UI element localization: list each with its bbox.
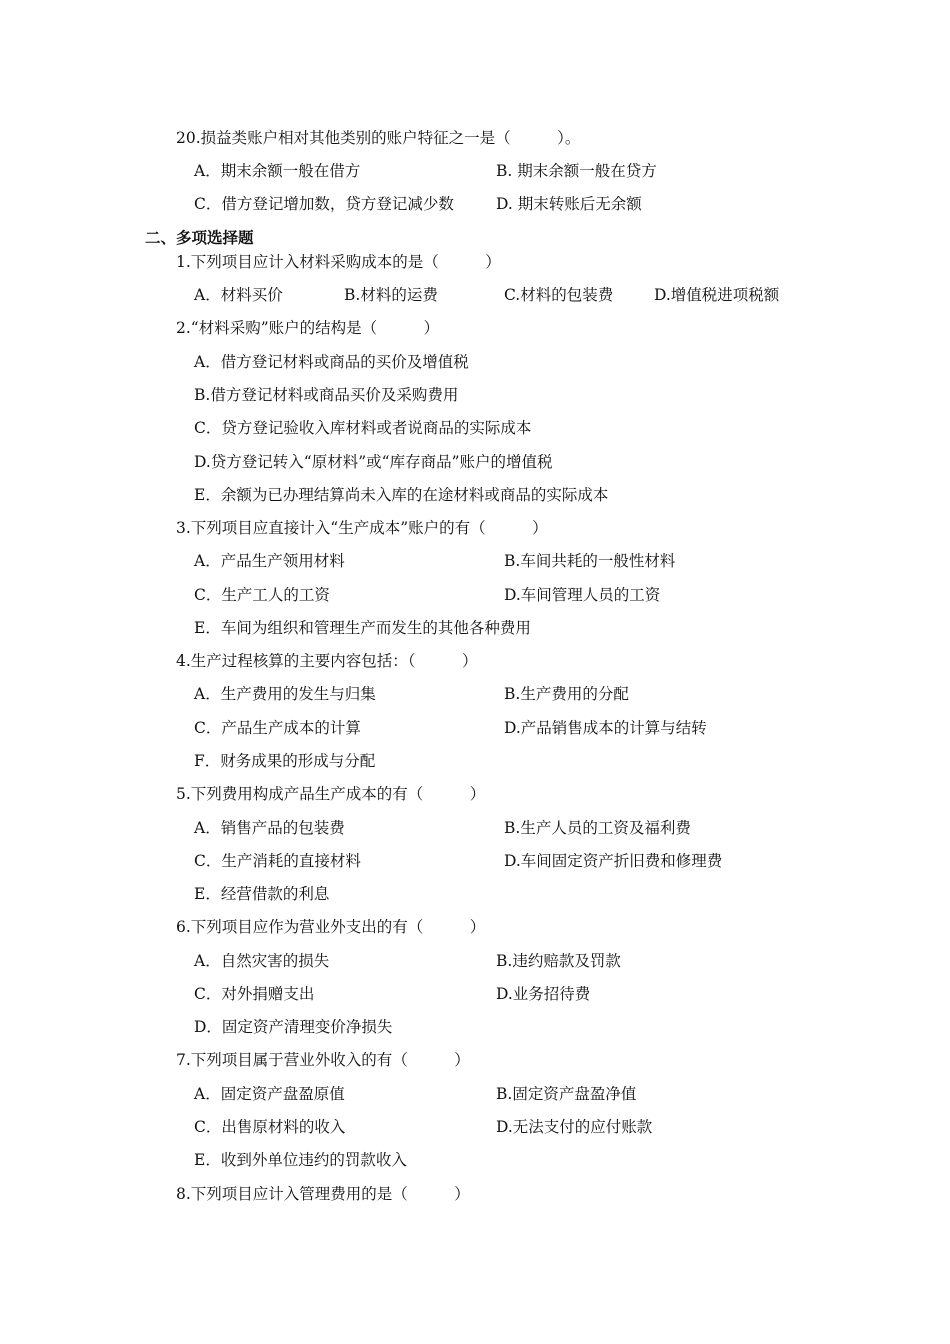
m4-option-f: F．财务成果的形成与分配 bbox=[194, 752, 376, 770]
m1-option-b: B.材料的运费 bbox=[344, 286, 438, 304]
m5-option-e: E．经营借款的利息 bbox=[194, 885, 330, 903]
question-m7: 7.下列项目属于营业外收入的有（ ） bbox=[176, 1051, 470, 1069]
m6-option-c: C．对外捐赠支出 bbox=[194, 985, 315, 1003]
question-m4: 4.生产过程核算的主要内容包括：（ ） bbox=[176, 652, 478, 670]
m4-option-a: A．生产费用的发生与归集 bbox=[194, 685, 376, 703]
m1-option-a: A．材料买价 bbox=[194, 286, 283, 304]
m3-option-c: C．生产工人的工资 bbox=[194, 586, 330, 604]
question-m6: 6.下列项目应作为营业外支出的有（ ） bbox=[176, 918, 486, 936]
m6-option-a: A．自然灾害的损失 bbox=[194, 952, 330, 970]
question-20: 20.损益类账户相对其他类别的账户特征之一是（ ）。 bbox=[176, 129, 581, 147]
m7-option-c: C．出售原材料的收入 bbox=[194, 1118, 346, 1136]
q20-option-c: C．借方登记增加数，贷方登记减少数 bbox=[194, 195, 454, 213]
m7-option-d: D.无法支付的应付账款 bbox=[496, 1118, 653, 1136]
m4-option-d: D.产品销售成本的计算与结转 bbox=[504, 719, 707, 737]
m7-option-e: E．收到外单位违约的罚款收入 bbox=[194, 1151, 407, 1169]
m7-option-a: A．固定资产盘盈原值 bbox=[194, 1085, 345, 1103]
m3-option-b: B.车间共耗的一般性材料 bbox=[504, 552, 676, 570]
q20-option-b: B. 期末余额一般在贷方 bbox=[496, 162, 657, 180]
m5-option-d: D.车间固定资产折旧费和修理费 bbox=[504, 852, 723, 870]
m5-option-c: C．生产消耗的直接材料 bbox=[194, 852, 361, 870]
m3-option-d: D.车间管理人员的工资 bbox=[504, 586, 661, 604]
question-m8: 8.下列项目应计入管理费用的是（ ） bbox=[176, 1185, 470, 1203]
q20-option-d: D. 期末转账后无余额 bbox=[496, 195, 642, 213]
m6-option-d: D.业务招待费 bbox=[496, 985, 591, 1003]
m6-option-e: D．固定资产清理变价净损失 bbox=[194, 1018, 393, 1036]
q20-option-a: A．期末余额一般在借方 bbox=[194, 162, 361, 180]
m2-option-e: E．余额为已办理结算尚未入库的在途材料或商品的实际成本 bbox=[194, 486, 609, 504]
m3-option-e: E．车间为组织和管理生产而发生的其他各种费用 bbox=[194, 619, 531, 637]
m4-option-b: B.生产费用的分配 bbox=[504, 685, 629, 703]
m5-option-b: B.生产人员的工资及福利费 bbox=[504, 819, 691, 837]
m1-option-c: C.材料的包装费 bbox=[504, 286, 614, 304]
m5-option-a: A．销售产品的包装费 bbox=[194, 819, 345, 837]
m2-option-d: D.贷方登记转入“原材料”或“库存商品”账户的增值税 bbox=[194, 453, 553, 471]
m2-option-a: A．借方登记材料或商品的买价及增值税 bbox=[194, 353, 469, 371]
m3-option-a: A．产品生产领用材料 bbox=[194, 552, 345, 570]
m2-option-c: C．贷方登记验收入库材料或者说商品的实际成本 bbox=[194, 419, 532, 437]
m1-option-d: D.增值税进项税额 bbox=[654, 286, 780, 304]
question-m3: 3.下列项目应直接计入“生产成本”账户的有（ ） bbox=[176, 519, 548, 537]
question-m2: 2.“材料采购”账户的结构是（ ） bbox=[176, 319, 440, 337]
m6-option-b: B.违约赔款及罚款 bbox=[496, 952, 621, 970]
m7-option-b: B.固定资产盘盈净值 bbox=[496, 1085, 637, 1103]
question-m5: 5.下列费用构成产品生产成本的有（ ） bbox=[176, 785, 486, 803]
question-m1: 1.下列项目应计入材料采购成本的是（ ） bbox=[176, 253, 501, 271]
m2-option-b: B.借方登记材料或商品买价及采购费用 bbox=[194, 386, 459, 404]
m4-option-c: C．产品生产成本的计算 bbox=[194, 719, 361, 737]
section-title-multiple-choice: 二、多项选择题 bbox=[145, 229, 254, 247]
